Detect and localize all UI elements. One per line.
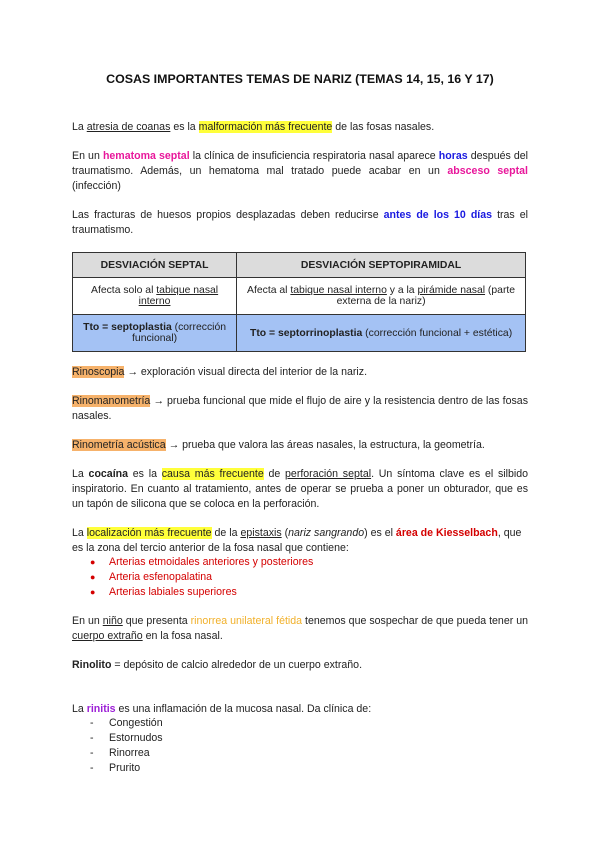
paragraph-hematoma: En un hematoma septal la clínica de insuficiencia respiratoria nasal aparece horas después del traumatismo. Además, un hematoma mal tratado puede acabar en un absceso septal (infección) (72, 150, 529, 192)
paragraph-atresia: La atresia de coanas es la malformación más frecuente de las fosas nasales. (72, 121, 435, 133)
term-atresia: atresia de coanas (86, 121, 171, 133)
table-cell: Tto = septoplastia (corrección funcional) (73, 315, 237, 352)
paragraph-epistaxis: La localización más frecuente de la epistaxis (nariz sangrando) es el área de Kiesselbach, que es la zona del tercio anterior de la fosa nasal que contiene: (72, 527, 522, 554)
list-item: ● Arterias etmoidales anteriores y posteriores (90, 555, 313, 570)
table-header-septal: DESVIACIÓN SEPTAL (73, 253, 237, 278)
list-item: - Estornudos (90, 731, 163, 746)
highlight-rinomanometria: Rinomanometría (72, 395, 151, 407)
table-cell: Afecta al tabique nasal interno y a la pirámide nasal (parte externa de la nariz) (237, 278, 526, 315)
term-10-dias: antes de los 10 días (383, 209, 493, 221)
highlight-rinometria-acustica: Rinometría acústica (72, 439, 166, 451)
term-hematoma-septal: hematoma septal (102, 150, 190, 162)
highlight-causa: causa más frecuente (161, 468, 264, 480)
term-absceso-septal: absceso septal (447, 165, 528, 177)
paragraph-rinitis: La rinitis es una inflamación de la mucosa nasal. Da clínica de: (72, 703, 372, 715)
term-epistaxis: epistaxis (240, 527, 282, 539)
paragraph-rinometria-acustica: Rinometría acústica → prueba que valora las áreas nasales, la estructura, la geometría. (72, 439, 485, 451)
term-kiesselbach: área de Kiesselbach (395, 527, 498, 539)
list-item: ● Arterias labiales superiores (90, 585, 313, 600)
paragraph-rinoscopia: Rinoscopia → exploración visual directa del interior de la nariz. (72, 366, 368, 378)
table-cell: Afecta solo al tabique nasal interno (73, 278, 237, 315)
paragraph-cocaina: La cocaína es la causa más frecuente de perforación septal. Un síntoma clave es el silbido inspiratorio. En cuanto al tratamiento, antes de operar se prueba a poner un obturador, que es un tapón de silicona que se coloca en la perforación. (72, 468, 529, 510)
term-nino: niño (102, 615, 123, 627)
term-perforacion: perforación septal (285, 468, 372, 480)
table-row (73, 278, 526, 315)
term-horas: horas (438, 150, 468, 162)
table-header-row (73, 253, 526, 278)
document-title: COSAS IMPORTANTES TEMAS DE NARIZ (TEMAS 14, 15, 16 Y 17) (106, 72, 494, 86)
table-header-septopiramidal: DESVIACIÓN SEPTOPIRAMIDAL (237, 253, 526, 278)
term-cuerpo-extrano: cuerpo extraño (72, 630, 143, 642)
term-rinolito: Rinolito (72, 659, 112, 671)
list-item: - Congestión (90, 716, 163, 731)
desviacion-table (72, 252, 526, 352)
list-item: - Rinorrea (90, 746, 163, 761)
table-cell: Tto = septorrinoplastia (corrección funcional + estética) (237, 315, 526, 352)
highlight-localizacion: localización más frecuente (86, 527, 212, 539)
sintomas-list (90, 716, 163, 776)
highlight-rinoscopia: Rinoscopia (72, 366, 125, 378)
highlight-malformacion: malformación más frecuente (198, 121, 333, 133)
paragraph-rinomanometria: Rinomanometría → prueba funcional que mide el flujo de aire y la resistencia dentro de las fosas nasales. (72, 395, 528, 422)
paragraph-fracturas: Las fracturas de huesos propios desplazadas deben reducirse antes de los 10 días tras el traumatismo. (72, 209, 528, 236)
term-rinorrea-fetida: rinorrea unilateral fétida (190, 615, 303, 627)
arterias-list (90, 555, 313, 600)
list-item: - Prurito (90, 761, 163, 776)
term-rinitis: rinitis (86, 703, 116, 715)
paragraph-nino: En un niño que presenta rinorrea unilateral fétida tenemos que sospechar de que pueda tener un cuerpo extraño en la fosa nasal. (72, 615, 529, 642)
term-cocaina: cocaína (88, 468, 128, 480)
list-item: ● Arteria esfenopalatina (90, 570, 313, 585)
table-row (73, 315, 526, 352)
paragraph-rinolito: Rinolito = depósito de calcio alrededor de un cuerpo extraño. (72, 659, 363, 671)
